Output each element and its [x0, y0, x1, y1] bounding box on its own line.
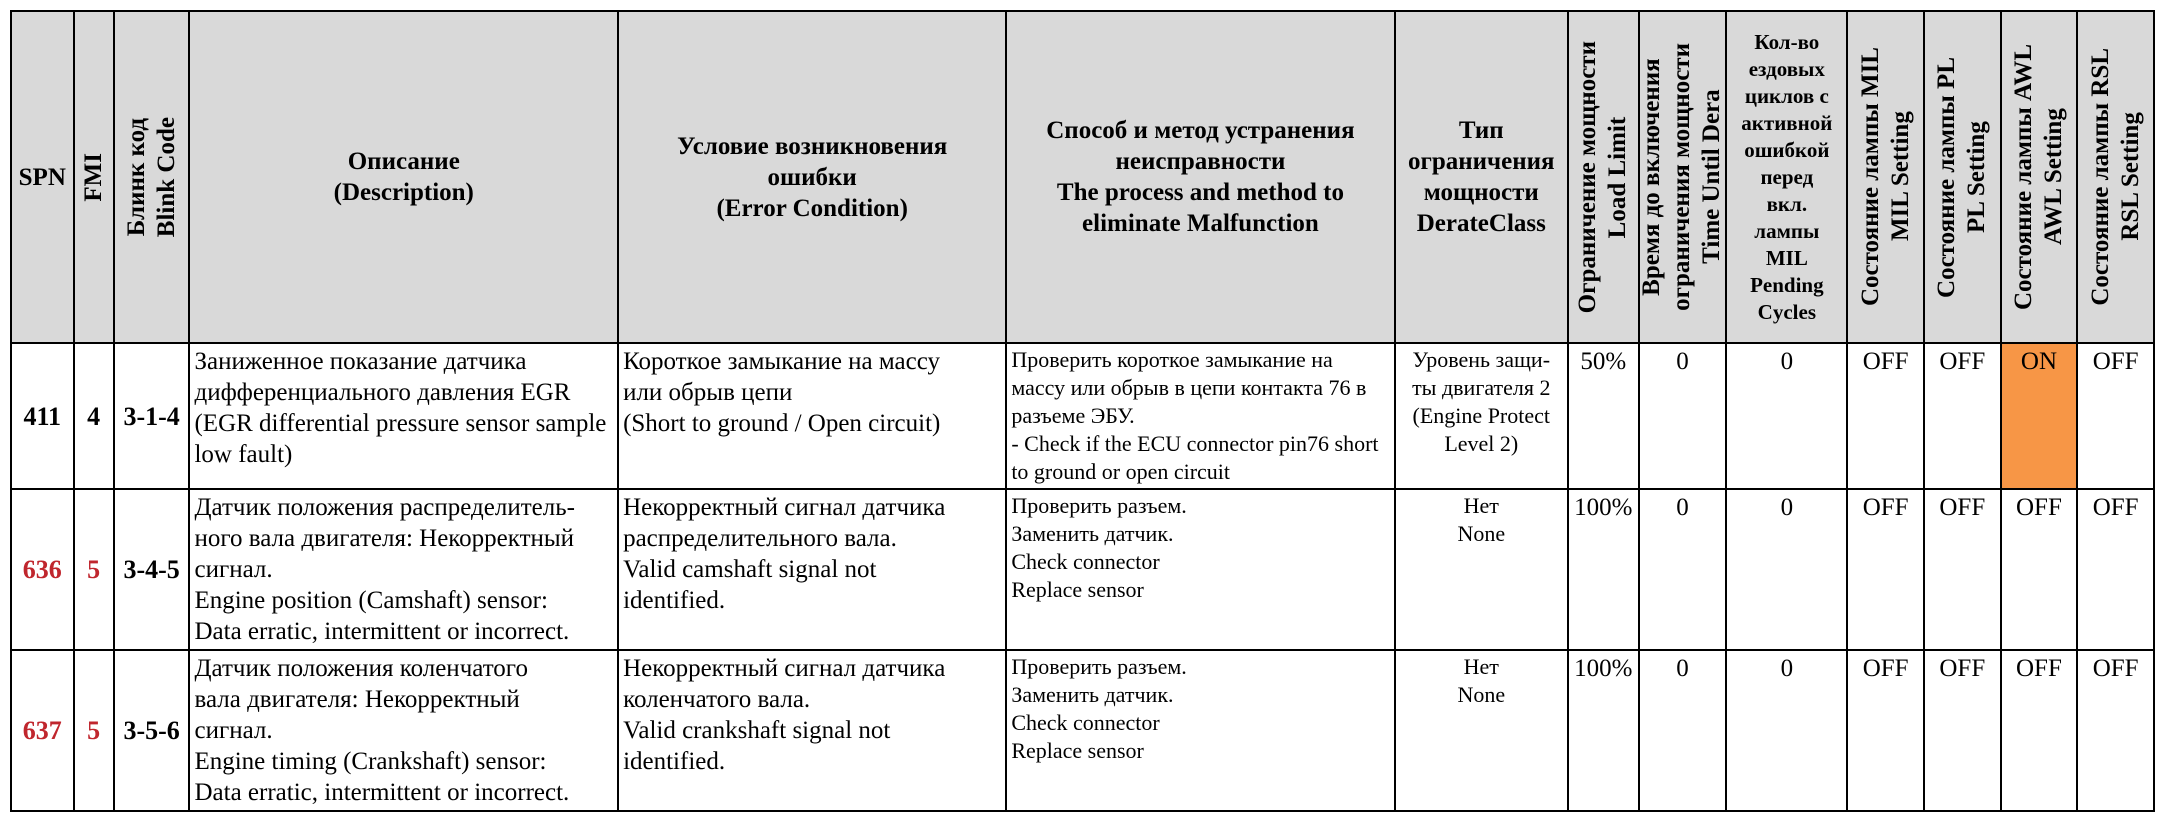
pl-setting-cell: OFF [1924, 650, 2001, 811]
header-derate-class: Тип ограничения мощности DerateClass [1395, 11, 1568, 343]
header-awl-setting: Состояние лампы AWL AWL Setting [2001, 11, 2078, 343]
table-row [11, 489, 2154, 650]
time-until-derate-cell: 0 [1639, 650, 1727, 811]
header-mil-setting: Состояние лампы MIL MIL Setting [1847, 11, 1924, 343]
process-cell: Проверить короткое замыкание на массу или обрыв в цепи контакта 76 в разъеме ЭБУ. - Check if the ECU connector pin76 short to ground or open circuit [1006, 343, 1394, 489]
fault-code-table [10, 10, 2155, 812]
fmi-cell: 4 [74, 343, 114, 489]
pending-cycles-cell: 0 [1726, 650, 1847, 811]
table-row [11, 650, 2154, 811]
time-until-derate-cell: 0 [1639, 343, 1727, 489]
rsl-setting-cell: OFF [2077, 343, 2154, 489]
mil-setting-cell: OFF [1847, 343, 1924, 489]
awl-setting-cell: OFF [2001, 489, 2078, 650]
awl-setting-cell: ON [2001, 343, 2078, 489]
description-cell: Заниженное показание датчика дифференциального давления EGR (EGR differential pressure sensor sample low fault) [189, 343, 618, 489]
header-rsl-setting: Состояние лампы RSL RSL Setting [2077, 11, 2154, 343]
header-process: Способ и метод устранения неисправности The process and method to eliminate Malfunction [1006, 11, 1394, 343]
condition-cell: Короткое замыкание на массу или обрыв цепи (Short to ground / Open circuit) [618, 343, 1006, 489]
header-blink-code: Блинк код Blink Code [114, 11, 190, 343]
header-load-limit: Ограничение мощности Load Limit [1568, 11, 1639, 343]
spn-cell: 636 [11, 489, 74, 650]
header-row [11, 11, 2154, 343]
header-spn: SPN [11, 11, 74, 343]
description-cell: Датчик положения распределитель- ного вала двигателя: Некорректный сигнал. Engine position (Camshaft) sensor: Data erratic, intermittent or incorrect. [189, 489, 618, 650]
load-limit-cell: 100% [1568, 489, 1639, 650]
spn-cell: 411 [11, 343, 74, 489]
mil-setting-cell: OFF [1847, 650, 1924, 811]
blink-code-cell: 3-5-6 [114, 650, 190, 811]
process-cell: Проверить разъем. Заменить датчик. Check connector Replace sensor [1006, 489, 1394, 650]
blink-code-cell: 3-4-5 [114, 489, 190, 650]
mil-setting-cell: OFF [1847, 489, 1924, 650]
description-cell: Датчик положения коленчатого вала двигателя: Некорректный сигнал. Engine timing (Crankshaft) sensor: Data erratic, intermittent or incorrect. [189, 650, 618, 811]
awl-setting-cell: OFF [2001, 650, 2078, 811]
rsl-setting-cell: OFF [2077, 489, 2154, 650]
derate-class-cell: Нет None [1395, 650, 1568, 811]
header-time-until-derate: Время до включения ограничения мощности Time Until Dera [1639, 11, 1727, 343]
fmi-cell: 5 [74, 650, 114, 811]
header-description: Описание (Description) [189, 11, 618, 343]
header-pending-cycles: Кол-во ездовых циклов с активной ошибкой перед вкл. лампы MIL Pending Cycles [1726, 11, 1847, 343]
header-fmi: FMI [74, 11, 114, 343]
time-until-derate-cell: 0 [1639, 489, 1727, 650]
condition-cell: Некорректный сигнал датчика распределительного вала. Valid camshaft signal not identified. [618, 489, 1006, 650]
fmi-cell: 5 [74, 489, 114, 650]
pending-cycles-cell: 0 [1726, 343, 1847, 489]
pending-cycles-cell: 0 [1726, 489, 1847, 650]
derate-class-cell: Уровень защи- ты двигателя 2 (Engine Protect Level 2) [1395, 343, 1568, 489]
load-limit-cell: 50% [1568, 343, 1639, 489]
header-error-condition: Условие возникновения ошибки (Error Condition) [618, 11, 1006, 343]
process-cell: Проверить разъем. Заменить датчик. Check connector Replace sensor [1006, 650, 1394, 811]
spn-cell: 637 [11, 650, 74, 811]
load-limit-cell: 100% [1568, 650, 1639, 811]
blink-code-cell: 3-1-4 [114, 343, 190, 489]
condition-cell: Некорректный сигнал датчика коленчатого вала. Valid crankshaft signal not identified. [618, 650, 1006, 811]
derate-class-cell: Нет None [1395, 489, 1568, 650]
pl-setting-cell: OFF [1924, 489, 2001, 650]
pl-setting-cell: OFF [1924, 343, 2001, 489]
header-pl-setting: Состояние лампы PL PL Setting [1924, 11, 2001, 343]
rsl-setting-cell: OFF [2077, 650, 2154, 811]
table-row [11, 343, 2154, 489]
